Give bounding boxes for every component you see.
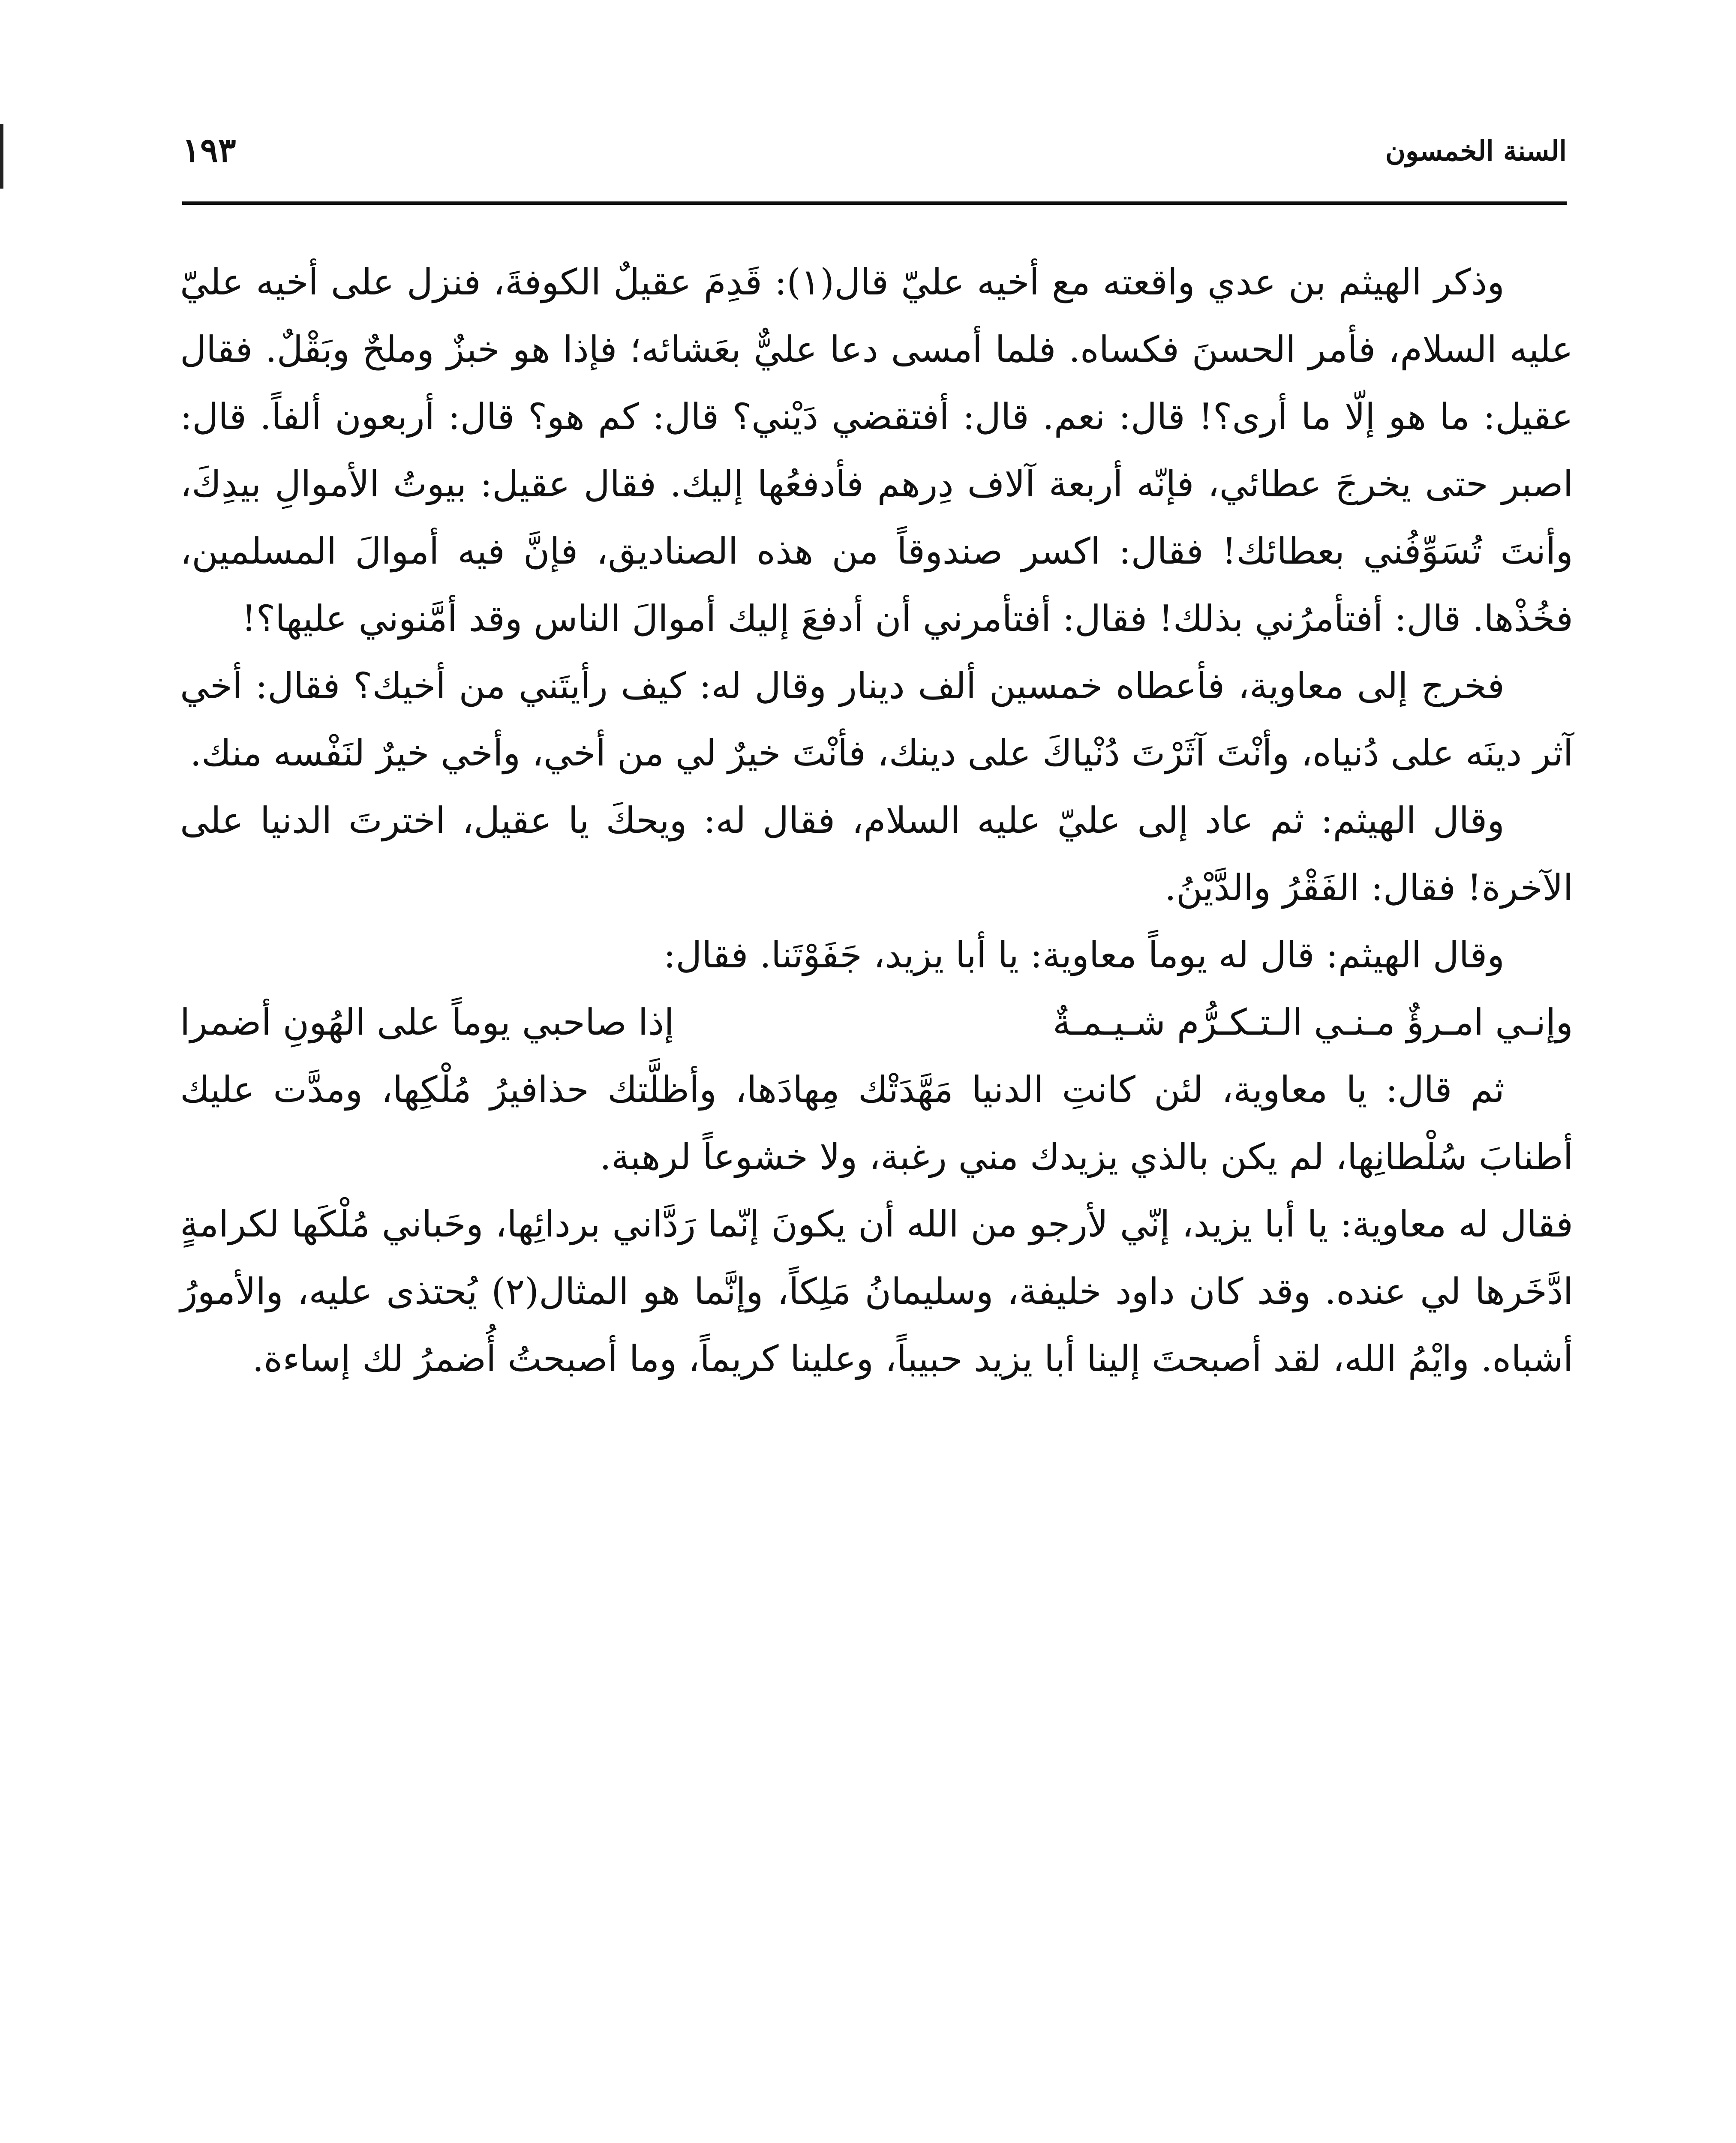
scan-edge-mark bbox=[0, 124, 3, 189]
paragraph-2: فخرج إلى معاوية، فأعطاه خمسين ألف دينار وقال له: كيف رأيتَني من أخيك؟ فقال: أخي آثر دينَه على دُنياه، وأنْتَ آثَرْتَ دُنْياكَ على دينك، فأنْتَ خيرٌ لي من أخي، وأخي خيرٌ لنَفْسه منك. bbox=[180, 665, 1573, 774]
running-title: السنة الخمسون bbox=[1385, 135, 1567, 167]
paragraph-4: وقال الهيثم: قال له يوماً معاوية: يا أبا يزيد، جَفَوْتَنا. فقال: bbox=[663, 934, 1505, 976]
poem-left-hemistich: إذا صاحبي يوماً على الهُونِ أضمرا bbox=[180, 1001, 674, 1043]
poem-verse bbox=[180, 989, 1573, 1056]
page-header bbox=[182, 131, 1567, 178]
paragraph-5: ثم قال: يا معاوية، لئن كانتِ الدنيا مَهَّدَتْك مِهادَها، وأظلَّتك حذافيرُ مُلْكِها، ومدَّت عليك أطنابَ سُلْطانِها، لم يكن بالذي يزيدك مني رغبة، ولا خشوعاً لرهبة. bbox=[180, 1068, 1573, 1178]
header-rule bbox=[182, 201, 1567, 205]
main-text bbox=[180, 249, 1573, 1393]
paragraph-6: فقال له معاوية: يا أبا يزيد، إنّي لأرجو من الله أن يكونَ إنّما رَدَّاني بردائِها، وحَباني مُلْكَها لكرامةٍ ادَّخَرها لي عنده. وقد كان داود خليفة، وسليمانُ مَلِكاً، وإنَّما هو المثال(٢) يُحتذى عليه، والأمورُ أشباه. وايْمُ الله، لقد أصبحتَ إلينا أبا يزيد حبيباً، وعلينا كريماً، وما أصبحتُ أُضمرُ لك إساءة. bbox=[180, 1203, 1573, 1380]
page-number: ١٩٣ bbox=[182, 131, 236, 170]
paragraph-1: وذكر الهيثم بن عدي واقعته مع أخيه عليّ قال(١): قَدِمَ عقيلٌ الكوفةَ، فنزل على أخيه عليّ عليه السلام، فأمر الحسنَ فكساه. فلما أمسى دعا عليٌّ بعَشائه؛ فإذا هو خبزٌ وملحٌ وبَقْلٌ. فقال عقيل: ما هو إلّا ما أرى؟! قال: نعم. قال: أفتقضي دَيْني؟ قال: كم هو؟ قال: أربعون ألفاً. قال: اصبر حتى يخرجَ عطائي، فإنّه أربعة آلاف دِرهم فأدفعُها إليك. فقال عقيل: بيوتُ الأموالِ بيدِكَ، وأنتَ تُسَوِّفُني بعطائك! فقال: اكسر صندوقاً من هذه الصناديق، فإنَّ فيه أموالَ المسلمين، فخُذْها. قال: أفتأمرُني بذلك! فقال: أفتأمرني أن أدفعَ إليك أموالَ الناس وقد أمَّنوني عليها؟! bbox=[180, 261, 1573, 639]
poem-right-hemistich: وإنـي امـرؤٌ مـنـي الـتـكـرُّم شـيـمـةٌ bbox=[1052, 1001, 1573, 1043]
paragraph-3: وقال الهيثم: ثم عاد إلى عليّ عليه السلام، فقال له: ويحكَ يا عقيل، اخترتَ الدنيا على الآخرة! فقال: الفَقْرُ والدَّيْنُ. bbox=[180, 799, 1573, 909]
